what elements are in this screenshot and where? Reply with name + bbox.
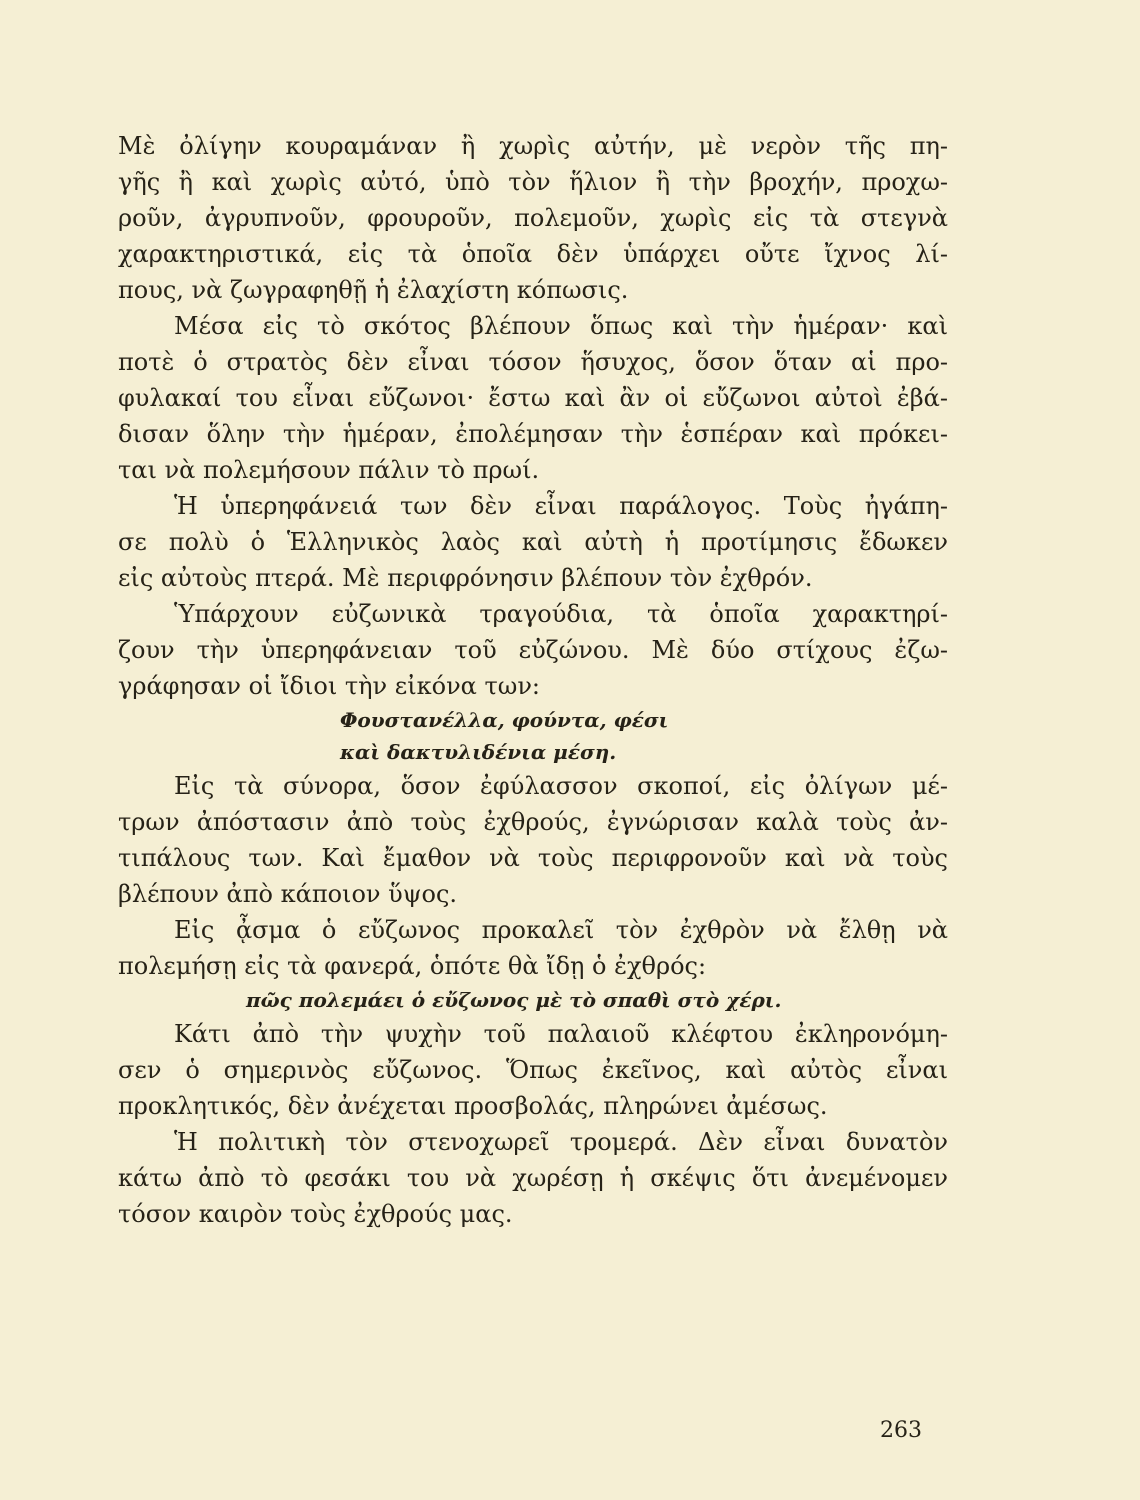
text-line: Κάτι ἀπὸ τὴν ψυχὴν τοῦ παλαιοῦ κλέφτου ἐκληρονόμη- (174, 1020, 948, 1048)
text-line: τόσον καιρὸν τοὺς ἐχθρούς μας. (118, 1200, 513, 1228)
body-text (118, 128, 948, 1232)
text-line: φυλακαί του εἶναι εὔζωνοι· ἔστω καὶ ἂν οἱ εὔζωνοι αὐτοὶ ἐβά- (118, 384, 948, 412)
page-number: 263 (880, 1418, 922, 1443)
text-line: δισαν ὅλην τὴν ἡμέραν, ἐπολέμησαν τὴν ἑσπέραν καὶ πρόκει- (118, 420, 948, 448)
text-line: χαρακτηριστικά, εἰς τὰ ὁποῖα δὲν ὑπάρχει οὔτε ἴχνος λί- (118, 240, 948, 268)
verse-line: καὶ δακτυλιδένια μέση. (340, 740, 617, 764)
text-line: σεν ὁ σημερινὸς εὔζωνος. Ὅπως ἐκεῖνος, καὶ αὐτὸς εἶναι (118, 1056, 948, 1084)
text-line: ποτὲ ὁ στρατὸς δὲν εἶναι τόσον ἥσυχος, ὅσον ὅταν αἱ προ- (118, 348, 948, 376)
text-line: πους, νὰ ζωγραφηθῇ ἡ ἐλαχίστη κόπωσις. (118, 276, 629, 304)
text-line: ται νὰ πολεμήσουν πάλιν τὸ πρωί. (118, 456, 540, 484)
verse-line: Φουστανέλλα, φούντα, φέσι (340, 708, 669, 732)
text-line: Μέσα εἰς τὸ σκότος βλέπουν ὅπως καὶ τὴν ἡμέραν· καὶ (174, 312, 948, 340)
text-line: ροῦν, ἀγρυπνοῦν, φρουροῦν, πολεμοῦν, χωρὶς εἰς τὰ στεγνὰ (118, 204, 948, 232)
text-line: Εἰς ᾆσμα ὁ εὔζωνος προκαλεῖ τὸν ἐχθρὸν νὰ ἔλθῃ νὰ (174, 916, 948, 944)
text-line: προκλητικός, δὲν ἀνέχεται προσβολάς, πληρώνει ἀμέσως. (118, 1092, 828, 1120)
text-line: τιπάλους των. Καὶ ἔμαθον νὰ τοὺς περιφρονοῦν καὶ νὰ τοὺς (118, 844, 948, 872)
text-line: ζουν τὴν ὑπερηφάνειαν τοῦ εὐζώνου. Μὲ δύο στίχους ἐζω- (118, 636, 948, 664)
text-line: Μὲ ὀλίγην κουραμάναν ἢ χωρὶς αὐτήν, μὲ νερὸν τῆς πη- (118, 132, 948, 160)
text-line: Εἰς τὰ σύνορα, ὅσον ἐφύλασσον σκοποί, εἰς ὀλίγων μέ- (174, 772, 948, 800)
text-line: βλέπουν ἀπὸ κάποιον ὕψος. (118, 880, 458, 908)
text-line: Ὑπάρχουν εὐζωνικὰ τραγούδια, τὰ ὁποῖα χαρακτηρί- (174, 600, 948, 628)
text-line: εἰς αὐτοὺς πτερά. Μὲ περιφρόνησιν βλέπουν τὸν ἐχθρόν. (118, 564, 813, 592)
text-line: τρων ἀπόστασιν ἀπὸ τοὺς ἐχθρούς, ἐγνώρισαν καλὰ τοὺς ἀν- (118, 808, 948, 836)
verse-line: πῶς πολεμάει ὁ εὔζωνος μὲ τὸ σπαθὶ στὸ χέρι. (246, 988, 782, 1012)
text-line: σε πολὺ ὁ Ἑλληνικὸς λαὸς καὶ αὐτὴ ἡ προτίμησις ἔδωκεν (118, 528, 948, 556)
text-line: Ἡ πολιτικὴ τὸν στενοχωρεῖ τρομερά. Δὲν εἶναι δυνατὸν (174, 1128, 948, 1156)
text-line: κάτω ἀπὸ τὸ φεσάκι του νὰ χωρέσῃ ἡ σκέψις ὅτι ἀνεμένομεν (118, 1164, 948, 1192)
text-line: πολεμήσῃ εἰς τὰ φανερά, ὁπότε θὰ ἴδῃ ὁ ἐχθρός: (118, 952, 707, 980)
text-line: γράφησαν οἱ ἴδιοι τὴν εἰκόνα των: (118, 672, 541, 700)
text-line: γῆς ἢ καὶ χωρὶς αὐτό, ὑπὸ τὸν ἥλιον ἢ τὴν βροχήν, προχω- (118, 168, 948, 196)
text-line: Ἡ ὑπερηφάνειά των δὲν εἶναι παράλογος. Τοὺς ἠγάπη- (174, 492, 948, 520)
